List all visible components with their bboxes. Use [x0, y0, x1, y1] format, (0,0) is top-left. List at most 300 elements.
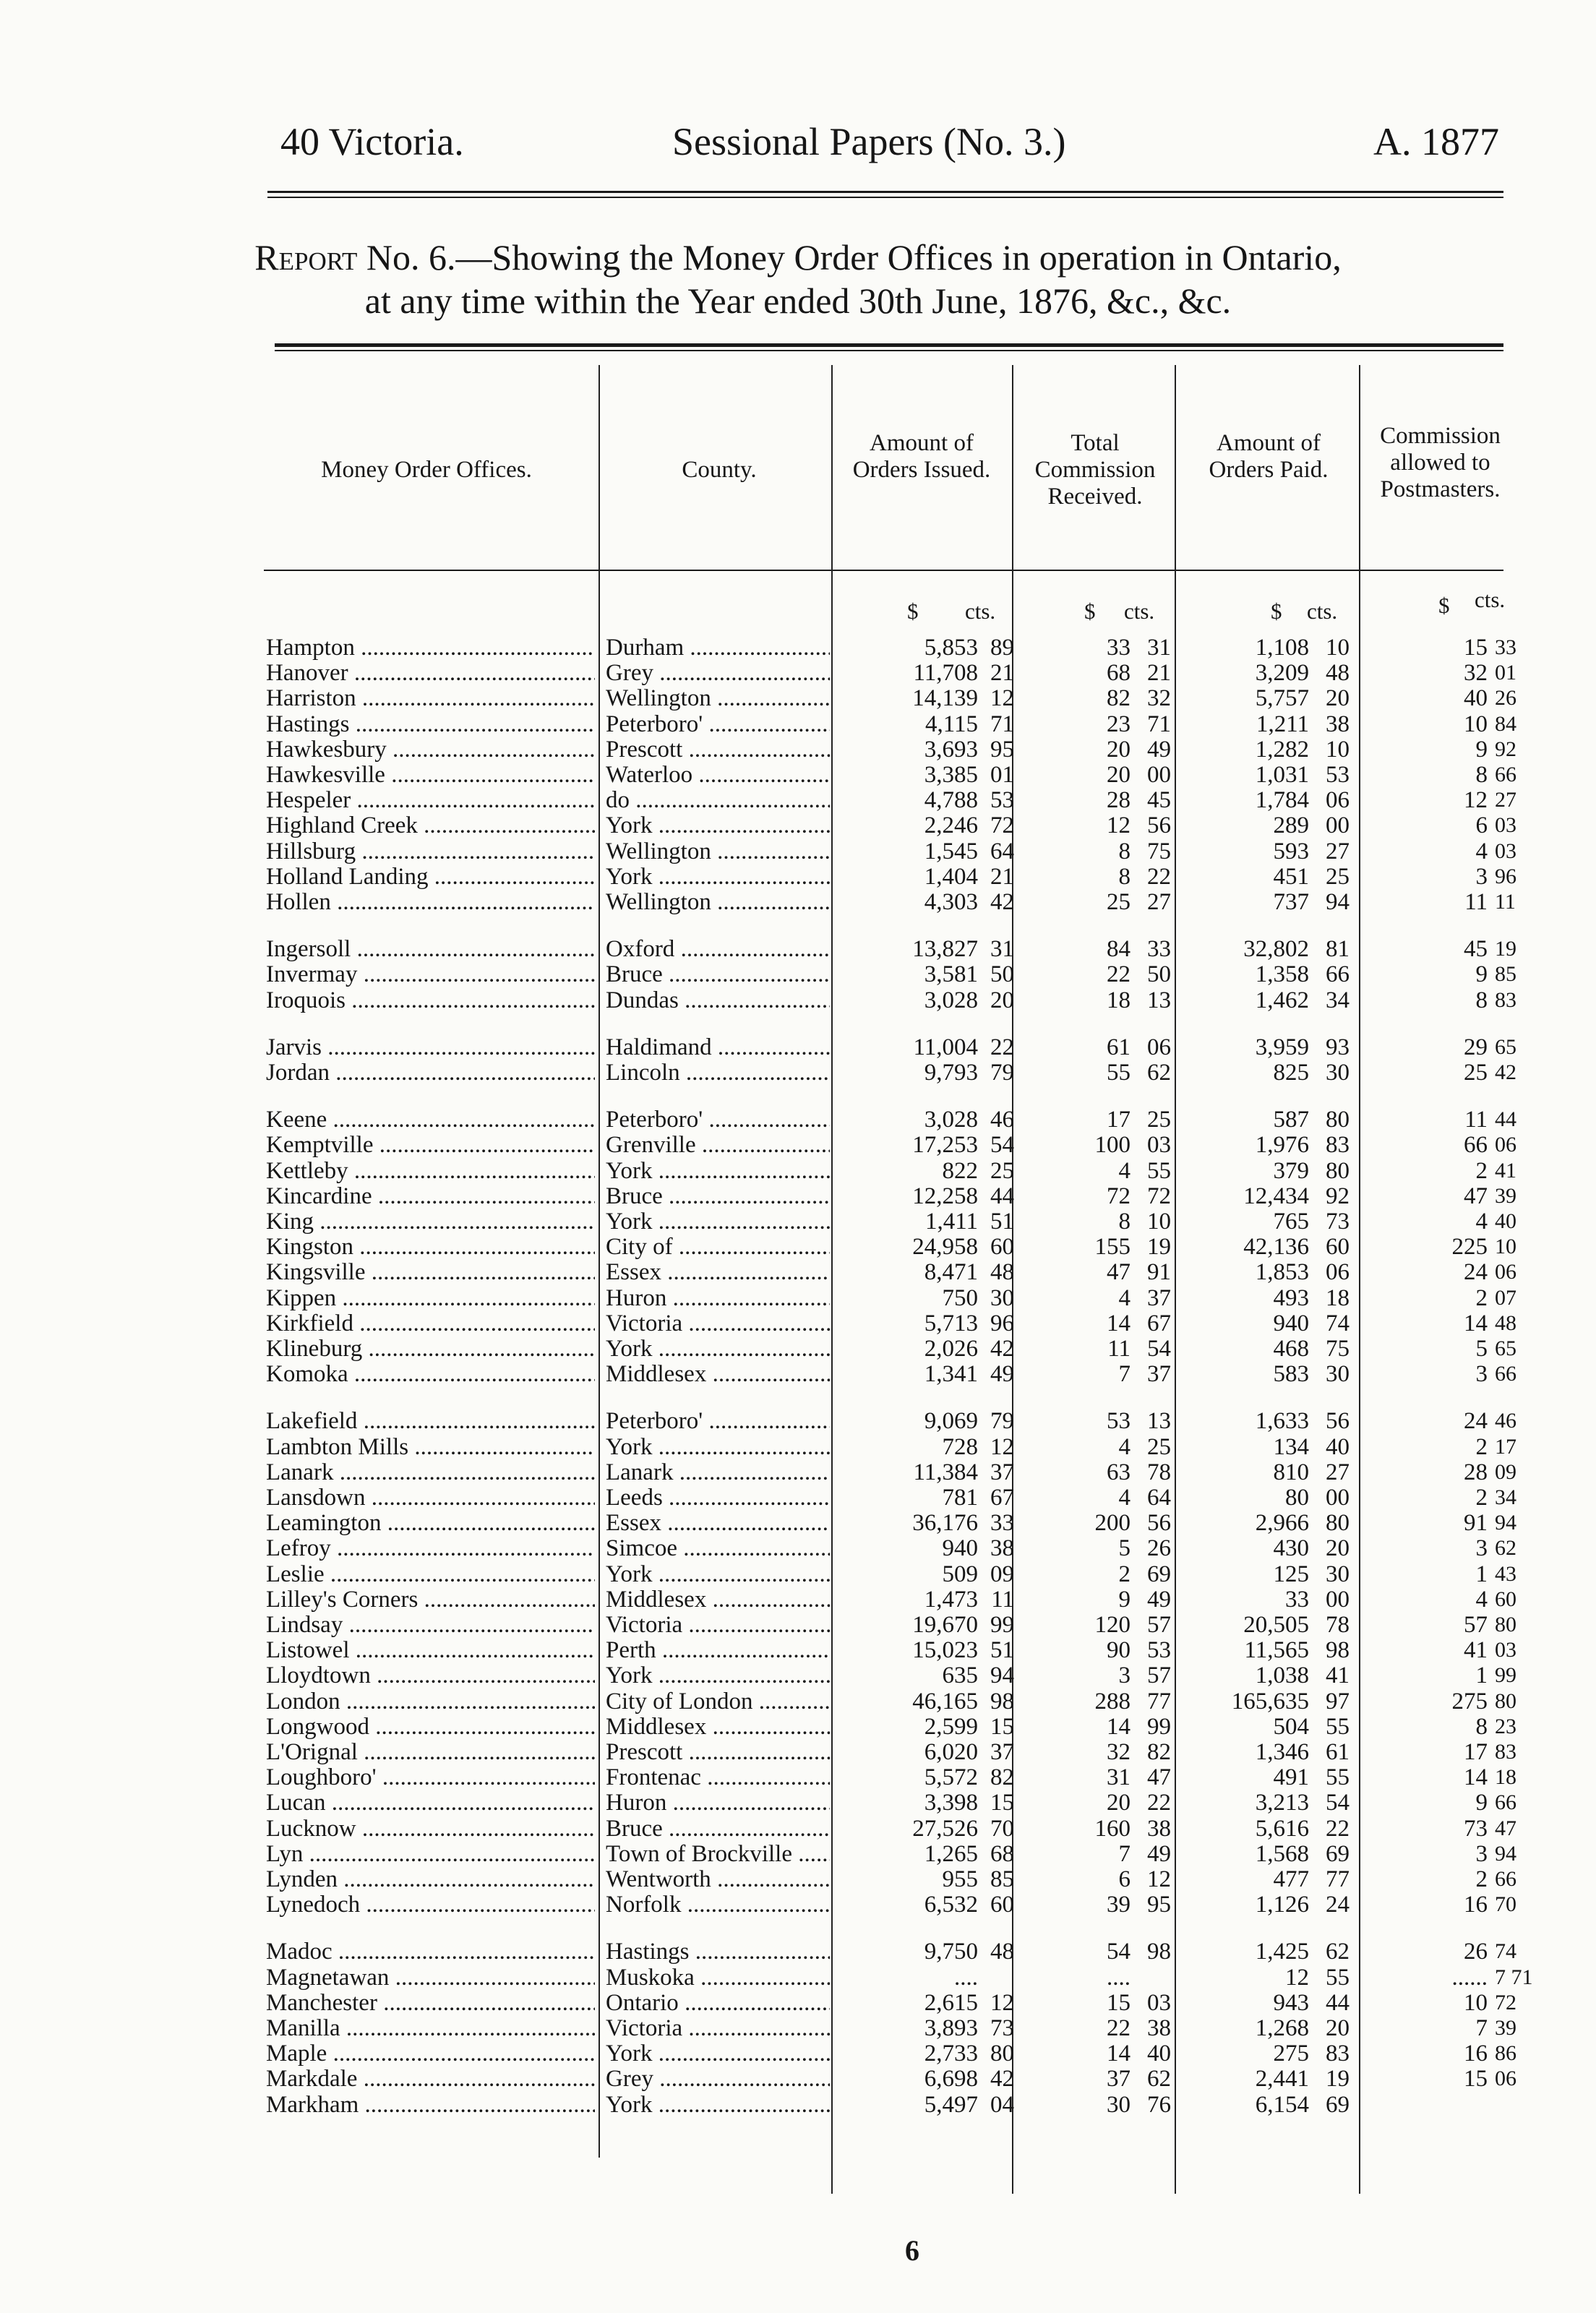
county-name: Grey .....: [606, 660, 830, 686]
commission-dollars: 2: [1118, 1561, 1130, 1587]
office-name: Leslie .....: [266, 1561, 595, 1587]
paid-cents: 48: [1326, 660, 1350, 687]
county-name: Lanark .....: [606, 1459, 830, 1485]
commission-dollars: 18: [1107, 987, 1130, 1013]
issued-dollars: 46,165: [912, 1688, 978, 1715]
table-row: [0, 889, 1596, 915]
allowed-dollars: 73: [1464, 1815, 1488, 1842]
commission-cents: 57: [1147, 1612, 1171, 1638]
commission-cents: 98: [1147, 1939, 1171, 1965]
commission-dollars: 30: [1107, 2091, 1130, 2118]
county-name: Oxford .....: [606, 936, 830, 962]
paid-dollars: 379: [1273, 1157, 1309, 1184]
paid-cents: 40: [1326, 1433, 1350, 1460]
county-name: Middlesex .....: [606, 1587, 830, 1613]
issued-cents: 12: [990, 685, 1014, 712]
header-rule-2: [267, 197, 1503, 198]
issued-cents: 99: [990, 1612, 1014, 1638]
paid-cents: 62: [1326, 1939, 1350, 1965]
commission-cents: 37: [1147, 1284, 1171, 1311]
issued-cents: 15: [990, 1713, 1014, 1740]
table-row: [0, 685, 1596, 711]
issued-cents: 53: [990, 787, 1014, 814]
commission-cents: 33: [1147, 936, 1171, 963]
table-row: [0, 1816, 1596, 1842]
office-name: Leamington .....: [266, 1510, 595, 1536]
commission-dollars: 90: [1107, 1637, 1130, 1664]
county-name: Perth .....: [606, 1637, 830, 1663]
issued-cents: 70: [990, 1815, 1014, 1842]
issued-cents: 48: [990, 1259, 1014, 1286]
commission-dollars: 20: [1107, 762, 1130, 788]
paid-dollars: 5,616: [1255, 1815, 1309, 1842]
allowed-dollars: 24: [1464, 1408, 1488, 1435]
allowed-cents: 92: [1495, 737, 1516, 761]
issued-cents: 42: [990, 2066, 1014, 2093]
county-name: Hastings .....: [606, 1939, 830, 1965]
allowed-cents: 65: [1495, 1336, 1516, 1360]
commission-cents: 21: [1147, 660, 1171, 687]
commission-cents: 13: [1147, 1408, 1171, 1435]
allowed-dollars: 4: [1475, 838, 1488, 864]
allowed-cents: 06: [1495, 1260, 1516, 1284]
issued-dollars: 11,384: [913, 1459, 978, 1485]
allowed-cents: 83: [1495, 987, 1516, 1012]
commission-dollars: 160: [1094, 1815, 1130, 1842]
allowed-cents: 10: [1495, 1235, 1516, 1259]
paid-dollars: 80: [1285, 1485, 1309, 1511]
county-name: York .....: [606, 1158, 830, 1184]
issued-dollars: 15,023: [912, 1637, 978, 1664]
paid-cents: 74: [1326, 1310, 1350, 1336]
commission-cents: 25: [1147, 1433, 1171, 1460]
office-name: Lambton Mills .....: [266, 1434, 595, 1460]
allowed-dollars: 3: [1475, 1840, 1488, 1867]
allowed-cents: 99: [1495, 1663, 1516, 1688]
commission-dollars: 11: [1107, 1336, 1130, 1362]
paid-cents: 69: [1326, 1840, 1350, 1867]
commission-cents: 62: [1147, 2066, 1171, 2093]
table-row: [0, 762, 1596, 788]
allowed-dollars: 3: [1475, 1535, 1488, 1562]
paid-cents: 55: [1326, 1764, 1350, 1791]
county-name: Durham .....: [606, 635, 830, 661]
paid-cents: 24: [1326, 1892, 1350, 1918]
county-name: Wentworth .....: [606, 1866, 830, 1892]
office-name: Lanark .....: [266, 1459, 595, 1485]
table-row: [0, 1034, 1596, 1060]
issued-dollars: 822: [942, 1157, 978, 1184]
issued-cents: 71: [990, 711, 1014, 737]
issued-cents: 09: [990, 1561, 1014, 1587]
issued-dollars: 9,750: [924, 1939, 978, 1965]
county-name: Victoria .....: [606, 2015, 830, 2041]
paid-cents: 18: [1326, 1284, 1350, 1311]
allowed-cents: 66: [1495, 1362, 1516, 1386]
allowed-dollars: 15: [1464, 635, 1488, 661]
paid-cents: 00: [1326, 1586, 1350, 1613]
issued-cents: 21: [990, 863, 1014, 890]
table-row: [0, 1285, 1596, 1311]
allowed-dollars: 8: [1475, 1713, 1488, 1740]
paid-cents: 19: [1326, 2066, 1350, 2093]
issued-dollars: 750: [942, 1284, 978, 1311]
office-name: London .....: [266, 1688, 595, 1715]
paid-cents: 80: [1326, 1107, 1350, 1133]
county-name: Town of Brockville .....: [606, 1841, 830, 1867]
paid-dollars: 940: [1273, 1310, 1309, 1336]
paid-cents: 54: [1326, 1790, 1350, 1816]
paid-dollars: 491: [1273, 1764, 1309, 1791]
issued-dollars: 27,526: [912, 1815, 978, 1842]
paid-cents: 93: [1326, 1034, 1350, 1060]
issued-cents: 11: [991, 1586, 1014, 1613]
issued-cents: 48: [990, 1939, 1014, 1965]
allowed-dollars: 9: [1475, 736, 1488, 763]
issued-dollars: 3,028: [924, 987, 978, 1013]
commission-dollars: 17: [1107, 1107, 1130, 1133]
office-name: Hawkesville .....: [266, 762, 595, 788]
issued-dollars: 19,670: [912, 1612, 978, 1638]
county-name: Haldimand .....: [606, 1034, 830, 1060]
paid-dollars: 583: [1273, 1361, 1309, 1388]
issued-dollars: 2,026: [924, 1336, 978, 1362]
office-name: Lloydtown .....: [266, 1662, 595, 1688]
report-subtitle: at any time within the Year ended 30th June, 1876, &c., &c.: [364, 280, 1232, 321]
allowed-dollars: 4: [1475, 1209, 1488, 1235]
paid-cents: 06: [1326, 1259, 1350, 1286]
commission-cents: 12: [1147, 1866, 1171, 1892]
allowed-cents: 18: [1495, 1765, 1516, 1790]
office-name: Kippen .....: [266, 1285, 595, 1311]
office-name: Lefroy .....: [266, 1535, 595, 1561]
office-name: Jordan .....: [266, 1060, 595, 1086]
issued-cents: 22: [990, 1034, 1014, 1060]
paid-dollars: 504: [1273, 1713, 1309, 1740]
table-row: [0, 1561, 1596, 1587]
report-title-line1: No. 6.—Showing the Money Order Offices in operation in Ontario,: [366, 237, 1342, 278]
issued-dollars: 12,258: [912, 1183, 978, 1209]
commission-cents: 13: [1147, 987, 1171, 1013]
header-left: 40 Victoria.: [280, 120, 464, 163]
issued-dollars: 4,303: [924, 889, 978, 915]
paid-dollars: 125: [1273, 1561, 1309, 1587]
paid-cents: 44: [1326, 1989, 1350, 2016]
issued-cents: 67: [990, 1485, 1014, 1511]
allowed-dollars: 1: [1475, 1662, 1488, 1689]
issued-cents: 94: [990, 1662, 1014, 1689]
table-row: [0, 2066, 1596, 2092]
county-name: Waterloo .....: [606, 762, 830, 788]
county-name: York .....: [606, 1336, 830, 1362]
commission-dollars: 6: [1118, 1866, 1130, 1892]
office-name: Lilley's Corners .....: [266, 1587, 595, 1613]
table-row: [0, 737, 1596, 763]
table-row: [0, 936, 1596, 962]
office-name: Markham .....: [266, 2092, 595, 2118]
commission-dollars: 55: [1107, 1060, 1130, 1086]
title-rule: [275, 343, 1503, 347]
allowed-cents: 03: [1495, 838, 1516, 863]
allowed-dollars: 8: [1475, 987, 1488, 1013]
office-name: Hollen .....: [266, 889, 595, 915]
commission-dollars: 5: [1118, 1535, 1130, 1562]
paid-cents: 00: [1326, 1485, 1350, 1511]
issued-cents: 95: [990, 736, 1014, 763]
allowed-cents: 66: [1495, 763, 1516, 786]
commission-cents: 47: [1147, 1764, 1171, 1791]
allowed-cents: 06: [1495, 2067, 1516, 2091]
commission-cents: 26: [1147, 1535, 1171, 1562]
paid-dollars: 1,211: [1256, 711, 1309, 737]
issued-cents: 51: [990, 1209, 1014, 1235]
allowed-dollars: 9: [1475, 961, 1488, 988]
paid-dollars: 1,108: [1255, 635, 1309, 661]
paid-dollars: 1,038: [1255, 1662, 1309, 1689]
paid-cents: 22: [1326, 1815, 1350, 1842]
issued-dollars: 1,473: [924, 1586, 978, 1613]
issued-dollars: 17,253: [912, 1132, 978, 1159]
paid-cents: 10: [1326, 736, 1350, 763]
paid-dollars: 5,757: [1255, 685, 1309, 712]
commission-dollars: 14: [1107, 2040, 1130, 2067]
commission-dollars: 3: [1118, 1662, 1130, 1689]
allowed-dollars: 10: [1464, 711, 1488, 737]
allowed-dollars: 12: [1464, 787, 1488, 814]
allowed-dollars: 3: [1475, 1361, 1488, 1388]
allowed-cents: 94: [1495, 1511, 1516, 1535]
issued-cents: 42: [990, 1336, 1014, 1362]
allowed-cents: 72: [1495, 1990, 1516, 2014]
allowed-cents: 46: [1495, 1409, 1516, 1433]
issued-cents: 12: [990, 1989, 1014, 2016]
office-name: Klineburg .....: [266, 1336, 595, 1362]
county-name: Wellington .....: [606, 838, 830, 864]
commission-cents: 53: [1147, 1637, 1171, 1664]
issued-dollars: ....: [954, 1964, 978, 1991]
allowed-cents: 48: [1495, 1310, 1516, 1335]
allowed-cents: 84: [1495, 711, 1516, 736]
issued-cents: 96: [990, 1310, 1014, 1336]
issued-dollars: 3,693: [924, 736, 978, 763]
paid-cents: 78: [1326, 1612, 1350, 1638]
allowed-dollars: 2: [1475, 1866, 1488, 1892]
office-name: Lakefield .....: [266, 1408, 595, 1434]
issued-dollars: 3,028: [924, 1107, 978, 1133]
paid-dollars: 1,633: [1255, 1408, 1309, 1435]
commission-cents: 76: [1147, 2091, 1171, 2118]
table-row: [0, 1361, 1596, 1387]
commission-cents: 27: [1147, 889, 1171, 915]
office-name: Harriston .....: [266, 685, 595, 711]
office-name: Keene .....: [266, 1107, 595, 1133]
commission-cents: 37: [1147, 1361, 1171, 1388]
paid-dollars: 1,568: [1255, 1840, 1309, 1867]
table-row: [0, 1939, 1596, 1965]
county-name: Essex .....: [606, 1259, 830, 1285]
issued-cents: 89: [990, 635, 1014, 661]
county-name: Victoria .....: [606, 1310, 830, 1336]
issued-cents: 64: [990, 838, 1014, 864]
paid-dollars: 134: [1273, 1433, 1309, 1460]
commission-dollars: 28: [1107, 787, 1130, 814]
office-name: Lyn .....: [266, 1841, 595, 1867]
issued-dollars: 5,497: [924, 2091, 978, 2118]
allowed-cents: 83: [1495, 1740, 1516, 1764]
commission-cents: 45: [1147, 787, 1171, 814]
issued-dollars: 11,708: [913, 660, 978, 687]
allowed-dollars: 24: [1464, 1259, 1488, 1286]
allowed-cents: 26: [1495, 686, 1516, 711]
header-center: Sessional Papers (No. 3.): [672, 120, 1066, 163]
office-name: Komoka .....: [266, 1361, 595, 1387]
issued-dollars: 11,004: [913, 1034, 978, 1060]
county-name: Leeds .....: [606, 1485, 830, 1511]
paid-dollars: 451: [1273, 863, 1309, 890]
header-rule: [267, 191, 1503, 193]
allowed-dollars: 25: [1464, 1060, 1488, 1086]
issued-cents: 46: [990, 1107, 1014, 1133]
table-row: [0, 1132, 1596, 1158]
commission-dollars: 4: [1118, 1284, 1130, 1311]
issued-cents: 38: [990, 1535, 1014, 1562]
paid-dollars: 1,282: [1255, 736, 1309, 763]
table-row: [0, 1336, 1596, 1362]
issued-dollars: 2,599: [924, 1713, 978, 1740]
table-row: [0, 1408, 1596, 1434]
paid-dollar-unit: $: [1271, 598, 1282, 624]
table-row: [0, 1612, 1596, 1638]
paid-cents: 80: [1326, 1157, 1350, 1184]
county-name: Peterboro' .....: [606, 711, 830, 737]
paid-dollars: 1,425: [1255, 1939, 1309, 1965]
county-name: Huron .....: [606, 1790, 830, 1816]
allowed-dollars: 32: [1464, 660, 1488, 687]
issued-dollars: 5,853: [924, 635, 978, 661]
issued-dollars: 1,341: [924, 1361, 978, 1388]
issued-cents: 98: [990, 1688, 1014, 1715]
allowed-cents: 34: [1495, 1485, 1516, 1509]
col-county-header: County.: [682, 457, 757, 483]
commission-cents: 67: [1147, 1310, 1171, 1336]
allowed-cents: 06: [1495, 1133, 1516, 1157]
commission-dollars: 9: [1118, 1586, 1130, 1613]
issued-cents: 73: [990, 2015, 1014, 2041]
commission-dollars: 84: [1107, 936, 1130, 963]
county-name: York .....: [606, 1561, 830, 1587]
table-row: [0, 1209, 1596, 1235]
allowed-dollars: 16: [1464, 2040, 1488, 2067]
commission-dollars: 37: [1107, 2066, 1130, 2093]
commission-cents: 25: [1147, 1107, 1171, 1133]
office-name: Manchester .....: [266, 1990, 595, 2016]
table-row: [0, 1714, 1596, 1740]
office-name: Hawkesbury .....: [266, 737, 595, 763]
allowed-cents: 43: [1495, 1561, 1516, 1586]
commission-cents: 91: [1147, 1259, 1171, 1286]
commission-cents: 50: [1147, 961, 1171, 988]
county-name: Grenville .....: [606, 1132, 830, 1158]
paid-dollars: 1,853: [1255, 1259, 1309, 1286]
allowed-cents: 47: [1495, 1816, 1516, 1840]
commission-dollars: 25: [1107, 889, 1130, 915]
paid-cents: 98: [1326, 1637, 1350, 1664]
commission-cents: 03: [1147, 1989, 1171, 2016]
allowed-cents: 19: [1495, 937, 1516, 961]
paid-dollars: 3,213: [1255, 1790, 1309, 1816]
allowed-cents: 80: [1495, 1613, 1516, 1636]
commission-dollars: 14: [1107, 1713, 1130, 1740]
commission-dollars: 32: [1107, 1739, 1130, 1765]
allowed-cents: 66: [1495, 1790, 1516, 1815]
allowed-dollars: 3: [1475, 863, 1488, 890]
commission-dollars: 82: [1107, 685, 1130, 712]
allowed-dollars: 40: [1464, 685, 1488, 712]
commission-dollars: 20: [1107, 736, 1130, 763]
paid-cents: 06: [1326, 787, 1350, 814]
issued-cents: 51: [990, 1637, 1014, 1664]
issued-dollars: 2,733: [924, 2040, 978, 2067]
county-name: Victoria .....: [606, 1612, 830, 1638]
issued-cents: 79: [990, 1408, 1014, 1435]
allowed-cents: 39: [1495, 2016, 1516, 2040]
allowed-cents: 74: [1495, 1939, 1516, 1964]
commission-dollars: 20: [1107, 1790, 1130, 1816]
issued-cents: 79: [990, 1060, 1014, 1086]
table-row: [0, 711, 1596, 737]
issued-cents: 44: [990, 1183, 1014, 1209]
issued-dollars: 6,698: [924, 2066, 978, 2093]
paid-dollars: 3,209: [1255, 660, 1309, 687]
issued-cents: 50: [990, 961, 1014, 988]
paid-dollars: 1,784: [1255, 787, 1309, 814]
county-name: Dundas .....: [606, 987, 830, 1013]
commission-dollars: 200: [1094, 1510, 1130, 1537]
commission-cents: 57: [1147, 1662, 1171, 1689]
commission-cents: 72: [1147, 1183, 1171, 1209]
paid-cents: 53: [1326, 762, 1350, 788]
commission-cents: 19: [1147, 1234, 1171, 1261]
table-row: [0, 1060, 1596, 1086]
paid-cents: 92: [1326, 1183, 1350, 1209]
office-name: Longwood .....: [266, 1714, 595, 1740]
paid-cents: 83: [1326, 1132, 1350, 1159]
allowed-dollars: ......: [1451, 1964, 1488, 1991]
issued-cents: 60: [990, 1892, 1014, 1918]
issued-dollars: 509: [942, 1561, 978, 1587]
issued-cents: 30: [990, 1284, 1014, 1311]
commission-cents: 54: [1147, 1336, 1171, 1362]
allowed-cents: 70: [1495, 1892, 1516, 1917]
allowed-dollars: 29: [1464, 1034, 1488, 1060]
allowed-cents: 41: [1495, 1158, 1516, 1183]
county-name: York .....: [606, 1662, 830, 1688]
commission-cents: 55: [1147, 1157, 1171, 1184]
report-title: [0, 235, 1596, 280]
paid-cents: 55: [1326, 1964, 1350, 1991]
office-name: Lynden .....: [266, 1866, 595, 1892]
commission-dollars: 7: [1118, 1361, 1130, 1388]
office-name: Kirkfield .....: [266, 1310, 595, 1336]
commission-cents: 69: [1147, 1561, 1171, 1587]
allowed-dollars: 10: [1464, 1989, 1488, 2016]
issued-dollars: 13,827: [912, 936, 978, 963]
county-name: Lincoln .....: [606, 1060, 830, 1086]
office-name: Hespeler .....: [266, 787, 595, 813]
commission-dollars: ....: [1107, 1964, 1130, 1991]
allowed-cents: 96: [1495, 864, 1516, 888]
header-bottom-rule: [264, 570, 1503, 571]
